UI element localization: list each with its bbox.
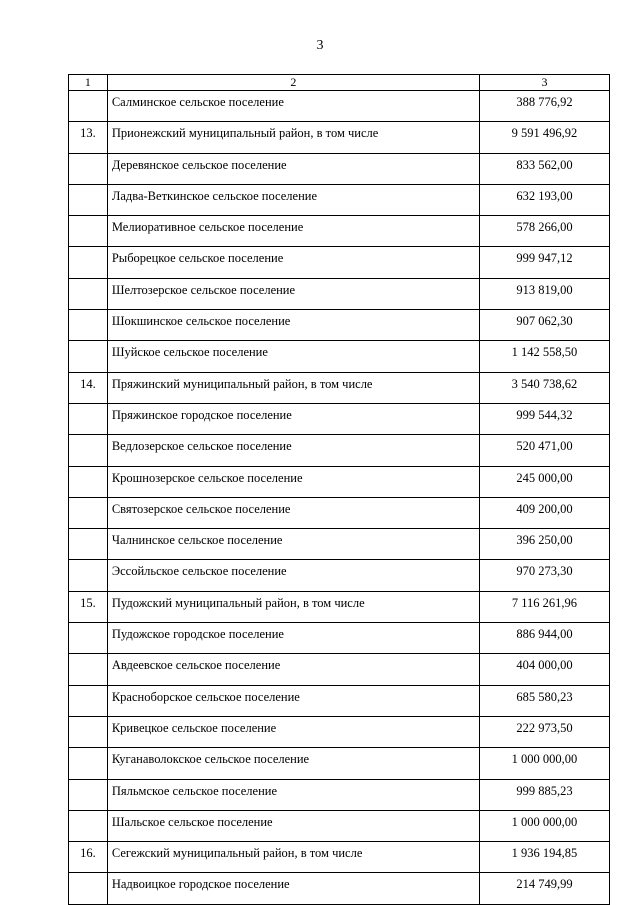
row-number <box>69 779 108 810</box>
budget-table <box>68 74 610 905</box>
row-name: Пудожский муниципальный район, в том числе <box>107 591 479 622</box>
row-amount: 685 580,23 <box>479 685 609 716</box>
row-name: Кривецкое сельское поселение <box>107 716 479 747</box>
row-number <box>69 153 108 184</box>
table-header-row <box>69 75 610 91</box>
row-amount: 3 540 738,62 <box>479 372 609 403</box>
row-amount: 999 544,32 <box>479 403 609 434</box>
row-name: Пряжинское городское поселение <box>107 403 479 434</box>
row-name: Деревянское сельское поселение <box>107 153 479 184</box>
row-name: Пяльмское сельское поселение <box>107 779 479 810</box>
row-number <box>69 184 108 215</box>
row-name: Ведлозерское сельское поселение <box>107 435 479 466</box>
row-number <box>69 810 108 841</box>
row-name: Салминское сельское поселение <box>107 91 479 122</box>
row-number <box>69 341 108 372</box>
row-number <box>69 716 108 747</box>
table-row <box>69 560 610 591</box>
row-amount: 970 273,30 <box>479 560 609 591</box>
row-name: Крошнозерское сельское поселение <box>107 466 479 497</box>
row-number <box>69 654 108 685</box>
row-amount: 214 749,99 <box>479 873 609 904</box>
row-amount: 578 266,00 <box>479 216 609 247</box>
row-name: Авдеевское сельское поселение <box>107 654 479 685</box>
row-amount: 222 973,50 <box>479 716 609 747</box>
row-number <box>69 466 108 497</box>
row-name: Красноборское сельское поселение <box>107 685 479 716</box>
row-name: Мелиоративное сельское поселение <box>107 216 479 247</box>
row-amount: 409 200,00 <box>479 497 609 528</box>
header-col-3: 3 <box>479 75 609 91</box>
row-amount: 632 193,00 <box>479 184 609 215</box>
table-row <box>69 216 610 247</box>
row-number <box>69 685 108 716</box>
row-amount: 7 116 261,96 <box>479 591 609 622</box>
row-number <box>69 216 108 247</box>
row-name: Шелтозерское сельское поселение <box>107 278 479 309</box>
table-row <box>69 810 610 841</box>
row-amount: 1 000 000,00 <box>479 810 609 841</box>
row-number <box>69 91 108 122</box>
row-amount: 520 471,00 <box>479 435 609 466</box>
row-number: 13. <box>69 122 108 153</box>
row-number <box>69 497 108 528</box>
table-row <box>69 779 610 810</box>
table-row <box>69 591 610 622</box>
row-amount: 1 936 194,85 <box>479 842 609 873</box>
table-row <box>69 685 610 716</box>
row-number <box>69 623 108 654</box>
row-amount: 1 142 558,50 <box>479 341 609 372</box>
row-number <box>69 435 108 466</box>
row-number <box>69 247 108 278</box>
table-row <box>69 842 610 873</box>
row-name: Эссойльское сельское поселение <box>107 560 479 591</box>
row-amount: 913 819,00 <box>479 278 609 309</box>
row-amount: 886 944,00 <box>479 623 609 654</box>
row-number <box>69 310 108 341</box>
header-col-1: 1 <box>69 75 108 91</box>
row-number <box>69 748 108 779</box>
table-row <box>69 497 610 528</box>
row-amount: 396 250,00 <box>479 529 609 560</box>
table-row <box>69 873 610 904</box>
row-name: Шуйское сельское поселение <box>107 341 479 372</box>
table-row <box>69 91 610 122</box>
row-name: Надвоицкое городское поселение <box>107 873 479 904</box>
row-name: Святозерское сельское поселение <box>107 497 479 528</box>
row-name: Пряжинский муниципальный район, в том числе <box>107 372 479 403</box>
row-amount: 9 591 496,92 <box>479 122 609 153</box>
table-row <box>69 654 610 685</box>
header-col-2: 2 <box>107 75 479 91</box>
row-name: Ладва-Веткинское сельское поселение <box>107 184 479 215</box>
row-name: Пудожское городское поселение <box>107 623 479 654</box>
row-amount: 388 776,92 <box>479 91 609 122</box>
row-number <box>69 278 108 309</box>
row-number: 14. <box>69 372 108 403</box>
row-name: Шальское сельское поселение <box>107 810 479 841</box>
table-row <box>69 247 610 278</box>
row-number: 15. <box>69 591 108 622</box>
table-row <box>69 372 610 403</box>
row-amount: 833 562,00 <box>479 153 609 184</box>
row-name: Сегежский муниципальный район, в том числе <box>107 842 479 873</box>
table-row <box>69 341 610 372</box>
row-number <box>69 403 108 434</box>
table-row <box>69 310 610 341</box>
row-amount: 999 885,23 <box>479 779 609 810</box>
row-name: Куганаволокское сельское поселение <box>107 748 479 779</box>
row-name: Прионежский муниципальный район, в том числе <box>107 122 479 153</box>
table-row <box>69 403 610 434</box>
row-name: Чалнинское сельское поселение <box>107 529 479 560</box>
table-row <box>69 748 610 779</box>
row-number <box>69 529 108 560</box>
row-number <box>69 873 108 904</box>
row-amount: 907 062,30 <box>479 310 609 341</box>
table-row <box>69 184 610 215</box>
table-row <box>69 623 610 654</box>
row-number <box>69 560 108 591</box>
table-row <box>69 716 610 747</box>
table-row <box>69 153 610 184</box>
row-name: Рыборецкое сельское поселение <box>107 247 479 278</box>
table-row <box>69 466 610 497</box>
row-amount: 1 000 000,00 <box>479 748 609 779</box>
row-number: 16. <box>69 842 108 873</box>
page-number: 3 <box>316 38 324 53</box>
row-amount: 404 000,00 <box>479 654 609 685</box>
row-amount: 245 000,00 <box>479 466 609 497</box>
table-row <box>69 435 610 466</box>
table-row <box>69 278 610 309</box>
table-row <box>69 122 610 153</box>
row-name: Шокшинское сельское поселение <box>107 310 479 341</box>
row-amount: 999 947,12 <box>479 247 609 278</box>
table-row <box>69 529 610 560</box>
